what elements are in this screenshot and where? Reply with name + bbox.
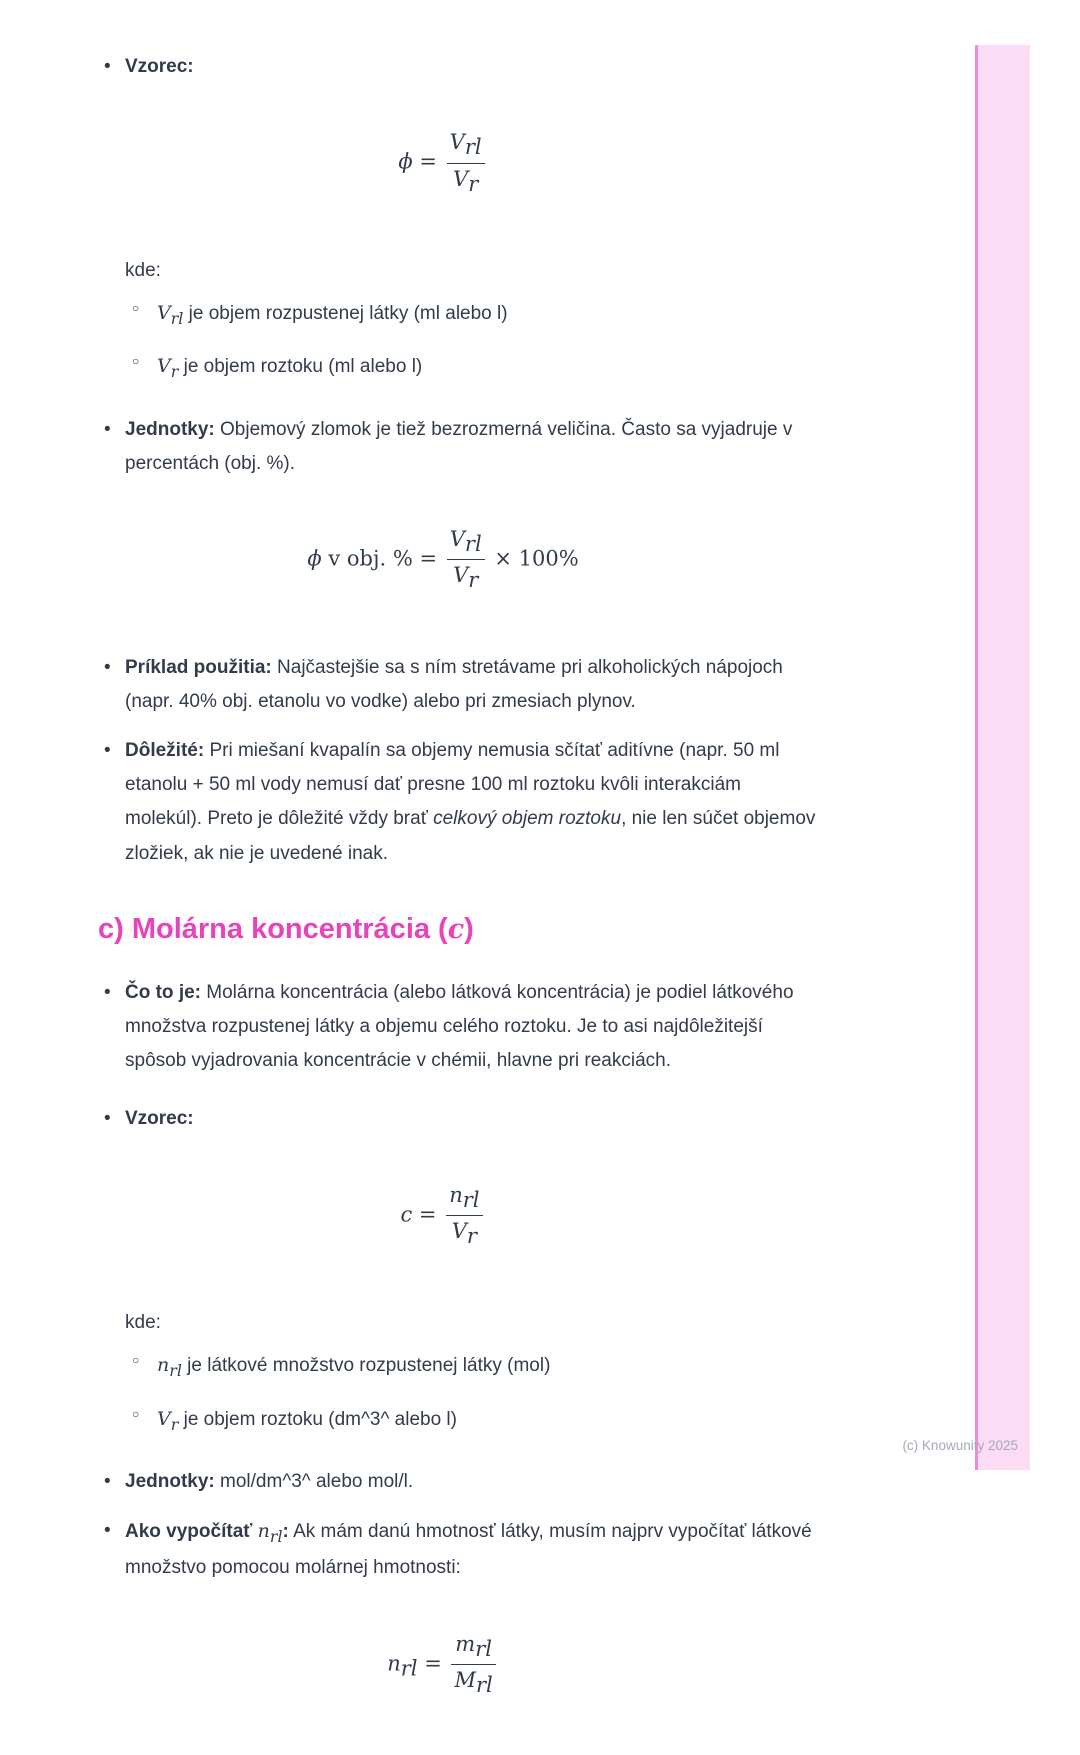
frac-den-base: V — [453, 166, 469, 191]
kde-item — [125, 296, 818, 333]
frac-den-sub: r — [468, 568, 479, 593]
frac-den-sub: r — [466, 1224, 477, 1249]
var-base: V — [157, 1407, 171, 1430]
frac-den-base: V — [451, 1218, 467, 1243]
document-content — [98, 50, 818, 1755]
formula-percent-post: × 100% — [487, 546, 579, 571]
heading-post: ) — [464, 912, 474, 945]
frac-num-sub: rl — [462, 1187, 480, 1212]
formula-nrl-eq: = — [417, 1650, 449, 1675]
vzorec-label: Vzorec: — [125, 56, 194, 77]
var-base: V — [157, 302, 171, 325]
coto-label: Čo to je: — [125, 981, 201, 1003]
jednotky-text: mol/dm^3^ alebo mol/l. — [214, 1470, 414, 1492]
kde-item — [125, 349, 818, 386]
frac-num-base: V — [449, 130, 465, 155]
formula-nrl-lhs-base: n — [387, 1650, 401, 1675]
formula-percent-fraction — [447, 527, 485, 593]
dolezite-text2: , nie len súčet objemov zložiek, ak nie je uvedené inak. — [125, 808, 816, 864]
kde-item-text: je látkové množstvo rozpustenej látky (mol) — [181, 1355, 551, 1377]
bullet-jednotky-c — [98, 1465, 818, 1499]
section-heading-molarna-koncentracia — [98, 913, 818, 946]
kde-label-c: kde: — [125, 1312, 161, 1334]
kde-label-phi: kde: — [125, 259, 161, 281]
dolezite-text1: Pri miešaní kvapalín sa objemy nemusia sčítať aditívne (napr. 50 ml etanolu + 50 ml vody nemusí dať presne 100 ml roztoku kvôli interakciám molekúl). Preto je dôležité vždy brať — [125, 740, 780, 830]
formula-percent-phi: ϕ — [307, 546, 322, 571]
bullet-vzorec-c — [98, 1102, 818, 1136]
var-base: V — [157, 355, 171, 378]
formula-c-eq: = — [412, 1201, 444, 1226]
frac-num-base: m — [455, 1631, 476, 1656]
jednotky-label: Jednotky: — [125, 418, 215, 440]
var-sub: r — [170, 1414, 179, 1434]
jednotky-text: Objemový zlomok je tiež bezrozmerná veličina. Často sa vyjadruje v percentách (obj. %). — [125, 418, 793, 474]
frac-num-sub: rl — [475, 1636, 492, 1661]
frac-num-sub: rl — [464, 135, 482, 160]
jednotky-label: Jednotky: — [125, 1470, 215, 1492]
var-sub: rl — [170, 308, 184, 328]
frac-num-base: n — [449, 1182, 463, 1207]
formula-percent-mid: v obj. % = — [321, 546, 444, 571]
ako-var-sub: rl — [269, 1526, 283, 1546]
ako-label2: : — [282, 1521, 289, 1543]
frac-den-sub: r — [468, 171, 479, 196]
ako-var-base: n — [257, 1520, 270, 1543]
frac-den-base: V — [453, 563, 469, 588]
frac-num-sub: rl — [464, 532, 482, 557]
frac-den-sub: rl — [476, 1673, 493, 1698]
bullet-coto — [98, 976, 818, 1079]
bullet-ako-vypocitat — [98, 1514, 818, 1585]
heading-pre: c) Molárna koncentrácia ( — [98, 912, 448, 945]
kde-item-text: je objem roztoku (ml alebo l) — [178, 356, 423, 378]
formula-phi-lhs: ϕ — [398, 149, 413, 174]
formula-c — [98, 1183, 788, 1249]
heading-var-c: c — [447, 913, 465, 945]
kde-item-text: je objem roztoku (dm^3^ alebo l) — [178, 1408, 457, 1430]
vzorec-label: Vzorec: — [125, 1108, 194, 1130]
frac-den-base: M — [454, 1667, 476, 1692]
formula-phi-percent — [98, 527, 788, 593]
formula-nrl-lhs-sub: rl — [400, 1656, 418, 1681]
bullet-jednotky-phi — [98, 413, 818, 481]
ako-label1: Ako vypočítať — [125, 1521, 258, 1543]
ako-text: Ak mám danú hmotnosť látky, musím najprv vypočítať látkové množstvo pomocou molárnej hmotnosti: — [125, 1521, 812, 1579]
frac-num-base: V — [449, 526, 465, 551]
dolezite-italic: celkový objem roztoku — [433, 808, 622, 830]
formula-phi — [98, 130, 788, 196]
watermark: (c) Knowunity 2025 — [902, 1438, 1018, 1453]
coto-text: Molárna koncentrácia (alebo látková koncentrácia) je podiel látkového množstva rozpustenej látky a objemu celého roztoku. Je to asi najdôležitejší spôsob vyjadrovania koncentrácie v chémii, hlavne pri reakciách. — [125, 981, 794, 1072]
decorative-pink-strip — [975, 45, 1030, 1470]
kde-item-text: je objem rozpustenej látky (ml alebo l) — [183, 303, 508, 325]
var-sub: rl — [169, 1361, 182, 1381]
formula-nrl-fraction — [451, 1632, 495, 1698]
kde-item — [125, 1348, 818, 1385]
priklad-text: Najčastejšie sa s ním stretávame pri alkoholických nápojoch (napr. 40% obj. etanolu vo vodke) alebo pri zmesiach plynov. — [125, 656, 783, 712]
formula-c-fraction — [446, 1183, 482, 1249]
formula-phi-eq: = — [412, 149, 444, 174]
var-base: n — [157, 1354, 170, 1377]
dolezite-label: Dôležité: — [125, 740, 205, 761]
formula-phi-fraction — [447, 130, 485, 196]
bullet-priklad — [98, 651, 818, 719]
formula-c-lhs: c — [400, 1201, 413, 1226]
bullet-vzorec-phi — [98, 50, 818, 84]
var-sub: r — [170, 362, 179, 382]
priklad-label: Príklad použitia: — [125, 656, 272, 678]
formula-nrl — [98, 1632, 788, 1698]
kde-item — [125, 1402, 818, 1439]
bullet-dolezite — [98, 734, 818, 871]
